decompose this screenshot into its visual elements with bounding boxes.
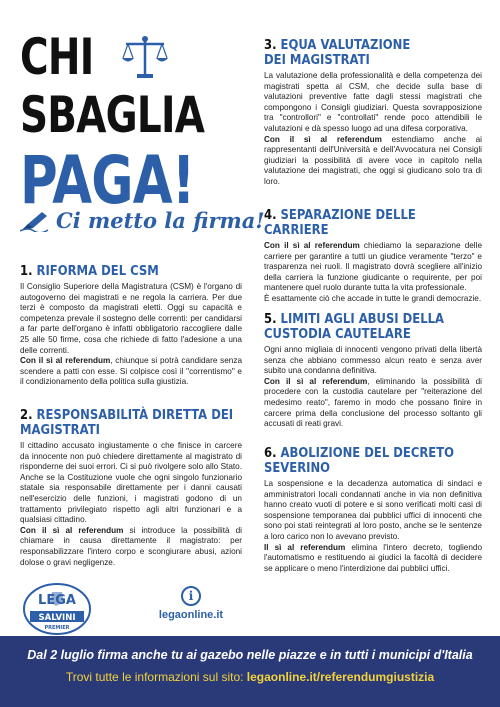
section-3: [264, 38, 482, 188]
section-6-body: [264, 479, 482, 574]
section-2-title: [20, 408, 241, 438]
section-2-heading-line2: MAGISTRATI: [20, 422, 100, 438]
section-6-text: La sospensione e la decadenza automatica di sindaci e amministratori locali condannati anche in via non definitiva hanno creato vuoti di potere e si sono verificati molti casi di sospensione temporanea dai pubblici uffici di innocenti che sono poi stati reintegrati al loro posto, anche se le sentenze a loro carico non lo avevano previsto.: [264, 479, 482, 541]
lega-wordmark: LEGA: [38, 593, 76, 608]
section-4-body: [264, 241, 482, 305]
section-3-number: 3.: [264, 37, 277, 53]
hero-line-1: CHI: [20, 28, 94, 86]
lega-salvini-logo: [22, 582, 92, 636]
section-1-heading: RIFORMA DEL CSM: [36, 263, 159, 279]
section-3-text: La valutazione della professionalità e della competenza dei magistrati spetta al CSM, che decide sulla base di valutazioni preventive fatte dagli stessi magistrati che compongono i Consigli giudiziari. Questa sovrapposizione tra "controllori" e "controllati" rende poco attendibili le valutazioni e dà spesso luogo ad una difesa corporativa.: [264, 71, 482, 133]
section-1-body: [20, 282, 242, 388]
section-3-ref-lead: Con il sì al referendum: [264, 134, 382, 144]
section-4-ref-lead: Con il sì al referendum: [264, 241, 360, 250]
section-2: [20, 408, 242, 568]
section-1-title: [20, 264, 241, 279]
section-6-heading-line2: SEVERINO: [264, 460, 331, 476]
section-5-heading-line2: CUSTODIA CAUTELARE: [264, 326, 411, 342]
section-3-body: [264, 71, 482, 188]
section-4: [264, 208, 482, 305]
section-6-number: 6.: [264, 445, 277, 461]
section-1-text: Il Consiglio Superiore della Magistratura (CSM) è l'organo di autogoverno dei magistrati e ne regola la carriera. Per due terzi è composto da magistrati eletti. Oggi su capacità e competenza prevale il sostegno delle correnti: per candidarsi a far parte dell'organo è infatti obbligatorio raccogliere dalle 25 alle 50 firme, cosa che richiede di fatto l'adesione a una delle correnti.: [20, 282, 242, 355]
section-2-number: 2.: [20, 407, 33, 423]
signature-row: [20, 208, 265, 233]
website-link[interactable]: legaonline.it: [158, 609, 224, 621]
section-3-heading: EQUA VALUTAZIONE: [280, 37, 411, 53]
section-5-title: [264, 312, 481, 342]
section-1: [20, 264, 242, 388]
hero-line-3: PAGA!: [20, 142, 195, 219]
section-6: [264, 446, 482, 574]
section-5-body: [264, 345, 482, 430]
salvini-wordmark: SALVINI: [38, 613, 76, 623]
section-4-ref-text: chiediamo la separazione delle carriere per garantire a tutti un giudice veramente "terzo" e trasparenza nei ruoli. Il magistrato dovrà scegliere all'inizio della carriera la funzione giudicante o requirente, per poi mantenere quel ruolo durante tutta la vita professionale.: [264, 241, 482, 293]
section-6-heading: ABOLIZIONE DEL DECRETO: [280, 445, 455, 461]
footer-url-link[interactable]: legaonline.it/referendumgiustizia: [246, 670, 435, 684]
section-5-ref-lead: Con il sì al referendum: [264, 376, 368, 386]
section-6-title: [264, 446, 481, 476]
section-5: [264, 312, 482, 430]
section-1-ref-text: , chiunque si potrà candidare senza scendere a patti con esse. Si colpisce così il "correntismo" e il condizionamento della politica sulla giustizia.: [20, 356, 242, 387]
pen-icon: [20, 210, 50, 232]
section-3-ref-text: estendiamo anche ai rappresentanti dell'Università e dell'Avvocatura nei Consigli giudiziari la possibilità di avere voce in capitolo nella valutazione dei magistrati, che oggi si giudicano solo tra di loro.: [264, 134, 482, 186]
section-2-heading: RESPONSABILITÀ DIRETTA DEI: [36, 407, 234, 423]
section-3-heading-line2: DEI MAGISTRATI: [264, 52, 370, 68]
scales-of-justice-icon: [120, 34, 170, 80]
section-2-text: Il cittadino accusato ingiustamente o che finisce in carcere da innocente non può chiedere direttamente al magistrato di risponderne dei suoi errori. Ci si può rivolgere solo allo Stato. Anche se la Costituzione vuole che ogni singolo funzionario statale sia responsabile direttamente per i danni causati nell'esercizio delle funzioni, i magistrati godono di un trattamento privilegiato rispetto agli altri funzionari e a qualsiasi cittadino.: [20, 441, 242, 525]
section-3-title: [264, 38, 481, 68]
website-logo[interactable]: [136, 586, 246, 621]
section-4-extra: È esattamente ciò che accade in tutte le grandi democrazie.: [264, 293, 482, 303]
section-1-ref-lead: Con il sì al referendum: [20, 356, 111, 366]
section-4-number: 4.: [264, 207, 277, 223]
section-6-ref-text: elimina l'intero decreto, togliendo l'automatismo e restituendo ai giudici la facoltà di decidere se applicare o meno l'interdizione dai pubblici uffici.: [264, 542, 483, 573]
footer-info-label: Trovi tutte le informazioni sul sito:: [65, 670, 247, 684]
footer-line-1: Dal 2 luglio firma anche tu ai gazebo nelle piazze e in tutti i municipi d'Italia: [27, 648, 473, 662]
info-icon: i: [181, 586, 201, 606]
section-2-ref-lead: Con il sì al referendum: [20, 525, 124, 535]
section-1-number: 1.: [20, 263, 33, 279]
premier-wordmark: PREMIER: [44, 625, 70, 631]
section-2-body: [20, 441, 242, 568]
section-5-heading: LIMITI AGLI ABUSI DELLA: [280, 311, 445, 327]
section-5-text: Ogni anno migliaia di innocenti vengono privati della libertà senza che abbiano commesso alcun reato e senza aver subito una condanna definitiva.: [264, 345, 482, 376]
section-5-ref-text: , eliminando la possibilità di procedere con la custodia cautelare per "reiterazione del medesimo reato", faremo in modo che possano finire in carcere prima della conclusione del processo soltanto gli accusati di reati gravi.: [264, 376, 482, 429]
section-2-ref-text: si introduce la possibilità di chiamare in causa direttamente il magistrato: per responsabilizzare l'intero corpo e scongiurare abusi, azioni dolose o gravi negligenze.: [20, 525, 242, 567]
footer-line-2: [0, 670, 500, 684]
section-6-ref-lead: Il sì al referendum: [264, 542, 346, 552]
section-5-number: 5.: [264, 311, 277, 327]
section-4-title: [264, 208, 481, 238]
signature-slogan: Ci metto la firma!: [56, 208, 265, 233]
section-4-heading: SEPARAZIONE DELLE CARRIERE: [264, 207, 416, 238]
footer-banner: [0, 636, 500, 707]
hero-line-2: SBAGLIA: [20, 86, 205, 144]
